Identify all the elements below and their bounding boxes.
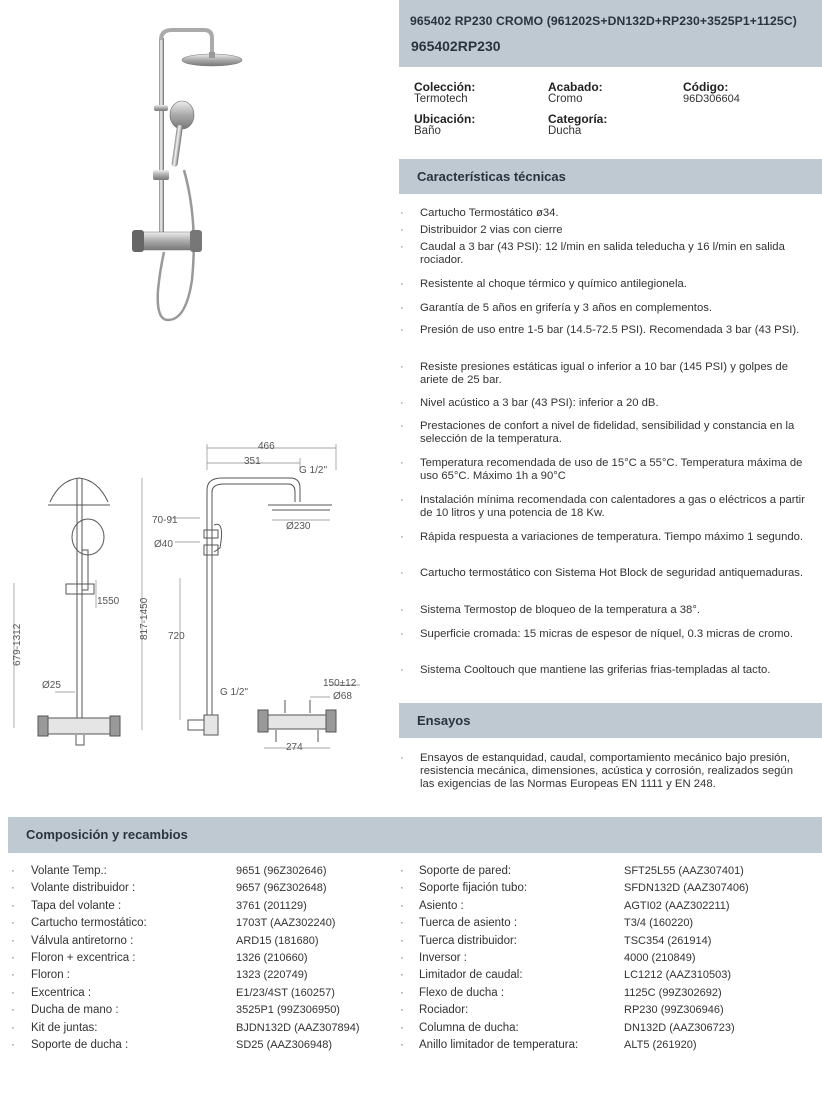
list-bullet: ·	[400, 882, 404, 895]
part-name: Rociador:	[419, 1004, 469, 1017]
dim-720: 720	[168, 631, 185, 642]
part-reference: AGTI02 (AAZ302211)	[624, 899, 730, 912]
part-reference: 1326 (210660)	[236, 952, 308, 964]
part-name: Tuerca de asiento :	[419, 917, 518, 930]
part-reference: DN132D (AAZ306723)	[624, 1021, 735, 1034]
dim-466: 466	[258, 441, 275, 452]
dim-d25: Ø25	[42, 680, 61, 691]
list-bullet: ·	[400, 865, 404, 877]
list-bullet: ·	[400, 1039, 404, 1051]
part-reference: LC1212 (AAZ310503)	[624, 969, 732, 982]
part-name: Columna de ducha:	[419, 1021, 519, 1034]
part-reference: ARD15 (181680)	[236, 934, 319, 947]
dim-d40: Ø40	[154, 539, 173, 550]
product-title: 965402 RP230 CROMO (961202S+DN132D+RP230+3525P1+1125C)	[410, 14, 797, 28]
meta-value-ubicacion: Baño	[414, 125, 441, 137]
list-bullet: ·	[11, 986, 15, 999]
part-name: Anillo limitador de temperatura:	[419, 1039, 579, 1051]
list-bullet: ·	[11, 1004, 15, 1017]
part-reference: SFT25L55 (AAZ307401)	[624, 865, 744, 877]
list-bullet: ·	[400, 917, 404, 930]
part-reference: SD25 (AAZ306948)	[236, 1039, 332, 1051]
part-reference: BJDN132D (AAZ307894)	[236, 1021, 360, 1034]
part-reference: 1323 (220749)	[236, 969, 308, 982]
part-reference: 1125C (99Z302692)	[624, 986, 722, 999]
tech-section-title: Características técnicas	[417, 169, 566, 184]
meta-value-acabado: Cromo	[548, 93, 583, 105]
list-bullet: ·	[11, 934, 15, 947]
list-bullet: ·	[11, 917, 15, 930]
part-name: Kit de juntas:	[31, 1021, 98, 1034]
dim-1550: 1550	[97, 596, 120, 607]
part-reference: 1703T (AAZ302240)	[236, 917, 336, 930]
part-name: Floron :	[31, 969, 70, 982]
part-reference: 4000 (210849)	[624, 952, 696, 964]
dim-70-91: 70-91	[152, 515, 178, 526]
part-name: Tuerca distribuidor:	[419, 934, 518, 947]
part-reference: 9651 (96Z302646)	[236, 865, 327, 877]
part-name: Inversor :	[419, 952, 467, 964]
list-bullet: ·	[400, 1021, 404, 1034]
meta-label-acabado: Acabado:	[548, 80, 603, 94]
part-name: Tapa del volante :	[31, 899, 122, 912]
list-bullet: ·	[11, 899, 15, 912]
list-bullet: ·	[11, 865, 15, 877]
part-reference: E1/23/4ST (160257)	[236, 986, 335, 999]
list-bullet: ·	[400, 986, 404, 999]
part-reference: 9657 (96Z302648)	[236, 882, 327, 895]
dim-d230: Ø230	[286, 521, 311, 532]
list-bullet: ·	[11, 1021, 15, 1034]
part-reference: TSC354 (261914)	[624, 934, 712, 947]
dim-g-top: G 1/2"	[299, 465, 328, 476]
part-name: Excentrica :	[31, 986, 92, 999]
part-name: Asiento :	[419, 899, 464, 912]
list-bullet: ·	[11, 952, 15, 964]
part-reference: SFDN132D (AAZ307406)	[624, 882, 749, 895]
meta-value-coleccion: Termotech	[414, 93, 468, 105]
part-name: Volante Temp.:	[31, 865, 107, 877]
meta-label-ubicacion: Ubicación:	[414, 112, 476, 126]
part-reference: 3525P1 (99Z306950)	[236, 1004, 340, 1017]
meta-label-categoria: Categoría:	[548, 112, 608, 126]
dim-d68: Ø68	[333, 691, 352, 702]
tests-section-header	[399, 703, 822, 738]
part-reference: ALT5 (261920)	[624, 1039, 697, 1051]
part-name: Soporte fijación tubo:	[419, 882, 528, 895]
part-name: Flexo de ducha :	[419, 986, 505, 999]
list-bullet: ·	[11, 1039, 15, 1051]
part-reference: T3/4 (160220)	[624, 917, 694, 930]
list-bullet: ·	[400, 969, 404, 982]
composition-section-title: Composición y recambios	[26, 827, 188, 842]
dim-351: 351	[244, 456, 261, 467]
meta-label-coleccion: Colección:	[414, 80, 476, 94]
list-bullet: ·	[11, 882, 15, 895]
part-name: Soporte de pared:	[419, 865, 512, 877]
dim-817-1450: 817-1450	[139, 597, 150, 640]
part-name: Cartucho termostático:	[31, 917, 147, 930]
part-name: Válvula antiretorno :	[31, 934, 134, 947]
meta-label-codigo: Código:	[683, 80, 729, 94]
tech-section-header	[399, 159, 822, 194]
part-name: Volante distribuidor :	[31, 882, 136, 895]
list-bullet: ·	[400, 952, 404, 964]
dim-g-bottom: G 1/2"	[220, 687, 249, 698]
part-reference: RP230 (99Z306946)	[624, 1004, 724, 1017]
list-bullet: ·	[11, 969, 15, 982]
technical-drawing	[0, 430, 398, 770]
product-code: 965402RP230	[411, 38, 501, 54]
tests-section-title: Ensayos	[417, 713, 471, 728]
list-bullet: ·	[400, 899, 404, 912]
meta-value-codigo: 96D306604	[683, 93, 740, 105]
list-bullet: ·	[400, 934, 404, 947]
dim-274: 274	[286, 742, 303, 753]
dim-679-1312: 679-1312	[12, 623, 23, 666]
part-name: Floron + excentrica :	[31, 952, 136, 964]
meta-value-categoria: Ducha	[548, 125, 582, 137]
product-header	[399, 0, 822, 67]
part-name: Ducha de mano :	[31, 1004, 119, 1017]
part-name: Soporte de ducha :	[31, 1039, 129, 1051]
list-bullet: ·	[400, 1004, 404, 1017]
product-photo	[120, 20, 260, 330]
dim-150: 150±12	[323, 678, 357, 689]
part-reference: 3761 (201129)	[236, 899, 307, 912]
part-name: Limitador de caudal:	[419, 969, 523, 982]
composition-section-header	[8, 817, 822, 853]
